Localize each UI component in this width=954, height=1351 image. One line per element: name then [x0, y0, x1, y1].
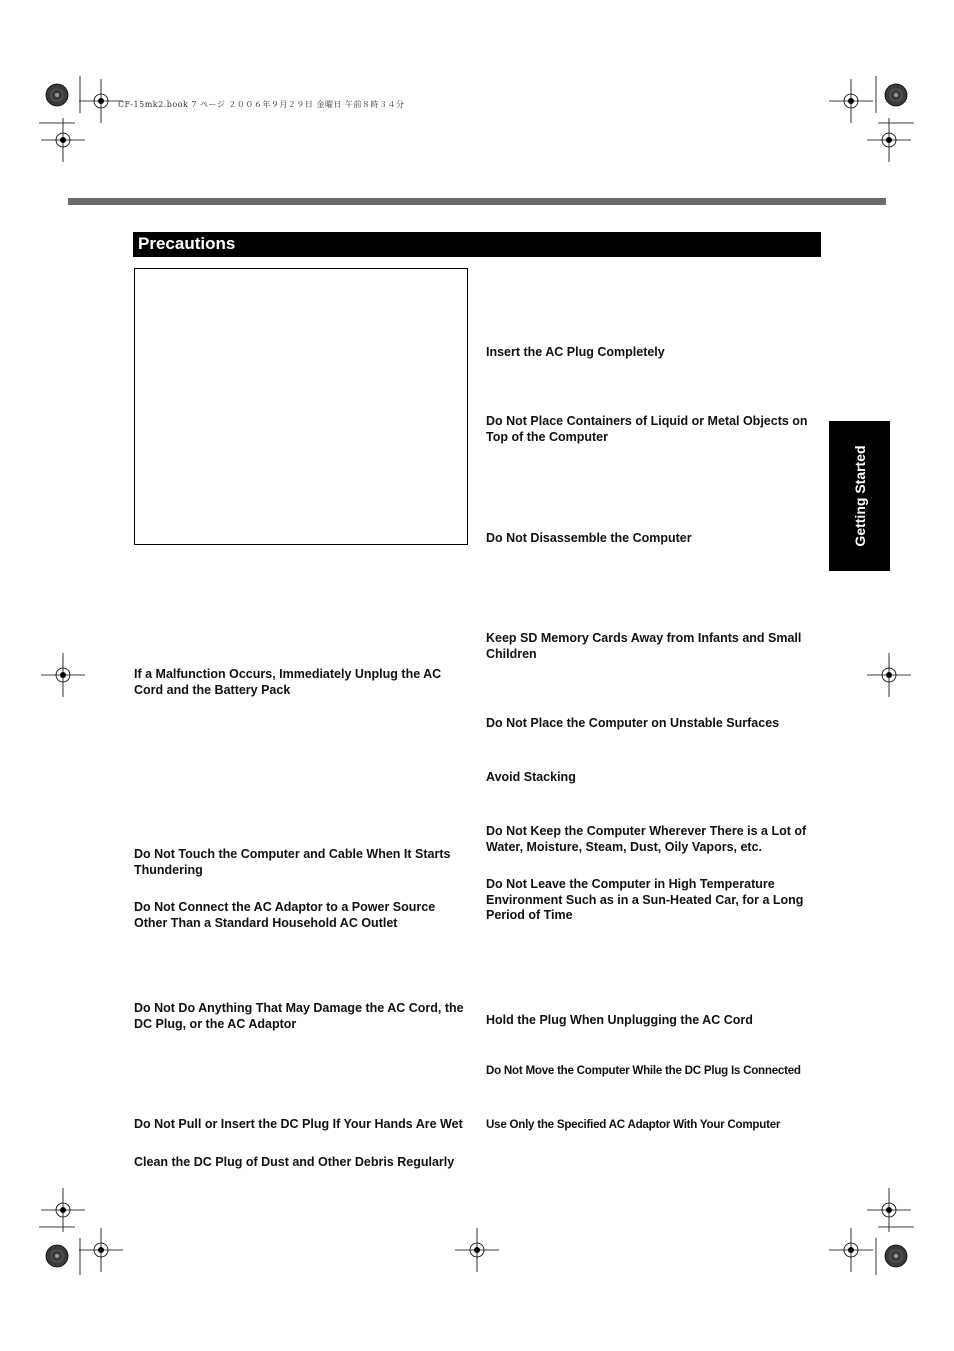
heading-specified-adaptor: Use Only the Specified AC Adaptor With Your Computer	[486, 1118, 781, 1131]
warning-box	[134, 268, 468, 545]
heading-hold-plug: Hold the Plug When Unplugging the AC Cord	[486, 1013, 753, 1027]
top-rule	[68, 198, 886, 205]
heading-clean-plug: Clean the DC Plug of Dust and Other Debris Regularly	[134, 1155, 455, 1169]
heading-avoid-stacking: Avoid Stacking	[486, 770, 576, 784]
heading-sd-cards: Keep SD Memory Cards Away from Infants and Small Children	[486, 631, 802, 661]
heading-power-source: Do Not Connect the AC Adaptor to a Power Source Other Than a Standard Household AC Outlet	[134, 900, 436, 930]
heading-insert-plug: Insert the AC Plug Completely	[486, 345, 665, 359]
heading-malfunction: If a Malfunction Occurs, Immediately Unplug the AC Cord and the Battery Pack	[134, 667, 442, 697]
heading-moisture: Do Not Keep the Computer Wherever There is a Lot of Water, Moisture, Steam, Dust, Oily Vapors, etc.	[486, 824, 807, 854]
book-header: CF-15mk2.book 7 ページ ２００６年９月２９日 金曜日 午前８時３４分	[118, 100, 405, 109]
heading-disassemble: Do Not Disassemble the Computer	[486, 531, 692, 545]
heading-thundering: Do Not Touch the Computer and Cable When It Starts Thundering	[134, 847, 451, 877]
heading-move-computer: Do Not Move the Computer While the DC Plug Is Connected	[486, 1064, 801, 1077]
section-header	[133, 232, 821, 257]
side-tab	[829, 421, 890, 571]
heading-liquid-metal: Do Not Place Containers of Liquid or Metal Objects on Top of the Computer	[486, 414, 808, 444]
heading-high-temperature: Do Not Leave the Computer in High Temperature Environment Such as in a Sun-Heated Car, for a Long Period of Time	[486, 877, 804, 922]
section-title: Precautions	[138, 234, 236, 253]
heading-damage-cord: Do Not Do Anything That May Damage the AC Cord, the DC Plug, or the AC Adaptor	[134, 1001, 464, 1031]
heading-wet-hands: Do Not Pull or Insert the DC Plug If Your Hands Are Wet	[134, 1117, 463, 1131]
heading-unstable-surfaces: Do Not Place the Computer on Unstable Surfaces	[486, 716, 780, 730]
side-tab-label: Getting Started	[851, 445, 868, 547]
